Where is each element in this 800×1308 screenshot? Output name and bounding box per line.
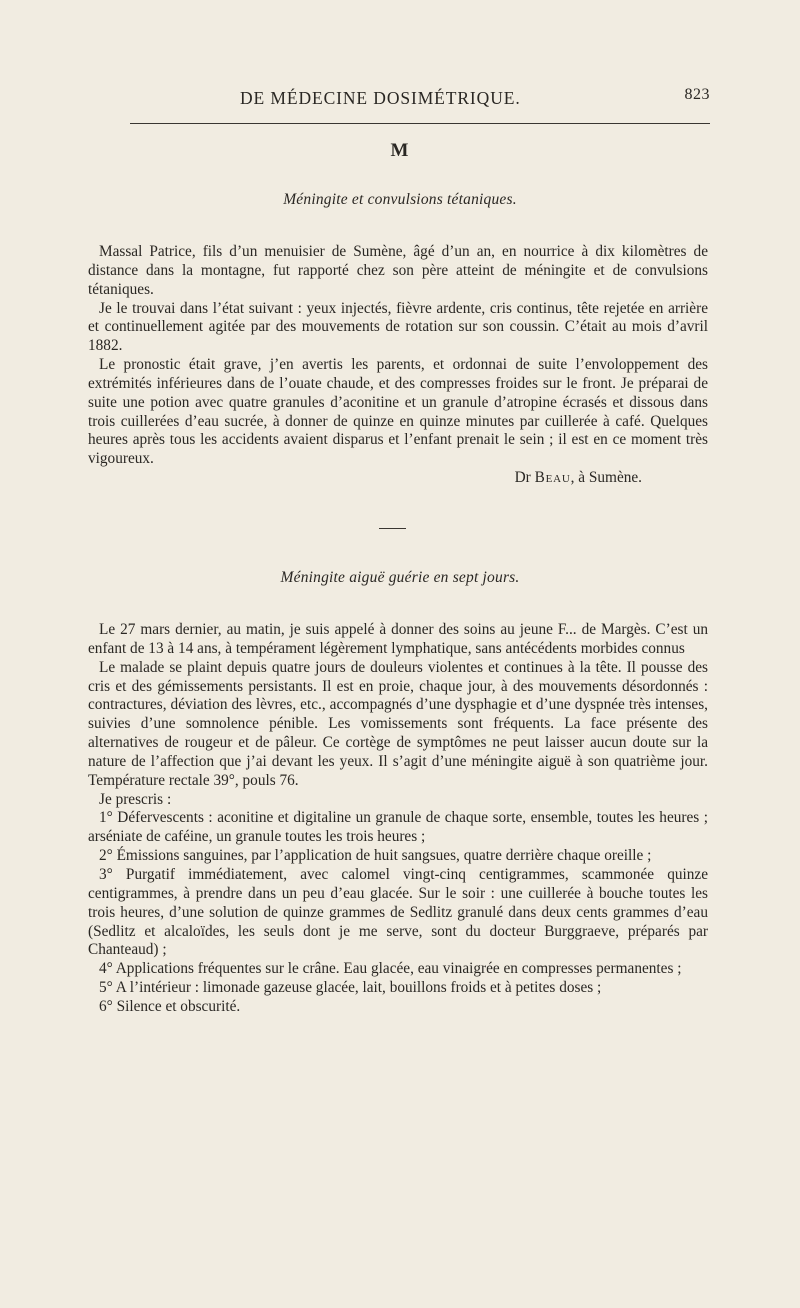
signature-prefix: Dr [514,469,531,487]
running-title: DE MÉDECINE DOSIMÉTRIQUE. [240,88,521,108]
list-item: 5° A l’intérieur : limonade gazeuse glacée, lait, bouillons froids et à petites doses ; [99,979,602,997]
list-item: 2° Émissions sanguines, par l’application de huit sangsues, quatre derrière chaque oreille ; [99,847,652,865]
signature-place: , à Sumène. [570,469,642,487]
paragraph: Je prescris : [99,790,172,808]
article-body [88,621,708,1017]
page-number: 823 [684,86,710,103]
list-item: 1° Défervescents : aconitine et digitaline un granule de chaque sorte, ensemble, toutes les heures ; arséniate de caféine, un granule toutes les trois heures ; [88,809,708,846]
paragraph: Je le trouvai dans l’état suivant : yeux injectés, fièvre ardente, cris continus, tête rejetée en arrière et continuellement agitée par des mouvements de rotation sur son coussin. C’était au mois d’avril 1882. [88,299,708,355]
paragraph: Le 27 mars dernier, au matin, je suis appelé à donner des soins au jeune F... de Margès. C’est un enfant de 13 à 14 ans, à tempérament légèrement lymphatique, sans antécédents morbides connus [88,621,708,657]
article-separator [379,528,406,529]
paragraph: Le pronostic était grave, j’en avertis les parents, et ordonnai de suite l’envoloppement des extrémités inférieures dans de l’ouate chaude, et des compresses froides sur le front. Je préparai de suite une potion avec quatre granules d’aconitine et un granule d’atropine écrasés et dissous dans trois cuillerées d’eau sucrée, à donner de quinze en quinze minutes par cuillerée à café. Quelques heures après tous les accidents avaient disparus et l’enfant prenait le sein ; il est en ce moment très vigoureux. [88,356,708,468]
signature-name: Beau [534,469,571,487]
page-header [130,86,710,110]
section-letter: M [390,140,410,161]
list-item: 3° Purgatif immédiatement, avec calomel vingt-cinq centigrammes, scammonée quinze centigrammes, à prendre dans un peu d’eau glacée. Sur le soir : une cuillerée à bouche toutes les trois heures, d’une solution de quinze grammes de Sedlitz granulé dans deux cents grammes d’eau (Sedlitz et alcaloïdes, les seuls dont je me serve, sont du docteur Burggraeve, préparés par Chanteaud) ; [88,865,708,959]
list-item: 4° Applications fréquentes sur le crâne. Eau glacée, eau vinaigrée en compresses permanentes ; [99,960,682,978]
article-title: Méningite et convulsions tétaniques. [283,191,517,208]
header-rule [130,123,710,124]
paragraph: Massal Patrice, fils d’un menuisier de Sumène, âgé d’un an, en nourrice à dix kilomètres de distance dans la montagne, fut rapporté chez son père atteint de méningite et de convulsions tétaniques. [88,243,708,298]
paragraph: Le malade se plaint depuis quatre jours de douleurs violentes et continues à la tête. Il pousse des cris et des gémissements persistants. Il est en proie, chaque jour, à des mouvements désordonnés : contractures, déviation des lèvres, etc., accompagnés d’une dysphagie et d’une dyspnée très intenses, suivies d’une somnolence pénible. Les vomissements sont fréquents. La face présente des alternatives de rougeur et de pâleur. Ce cortège de symptômes ne peut laisser aucun doute sur la nature de l’affection que j’ai devant les yeux. Il s’agit d’une méningite aiguë à son quatrième jour. Température rectale 39°, pouls 76. [88,658,708,789]
signature [88,469,708,488]
list-item: 6° Silence et obscurité. [99,997,241,1015]
article-body [88,243,708,488]
article-title: Méningite aiguë guérie en sept jours. [280,569,520,586]
